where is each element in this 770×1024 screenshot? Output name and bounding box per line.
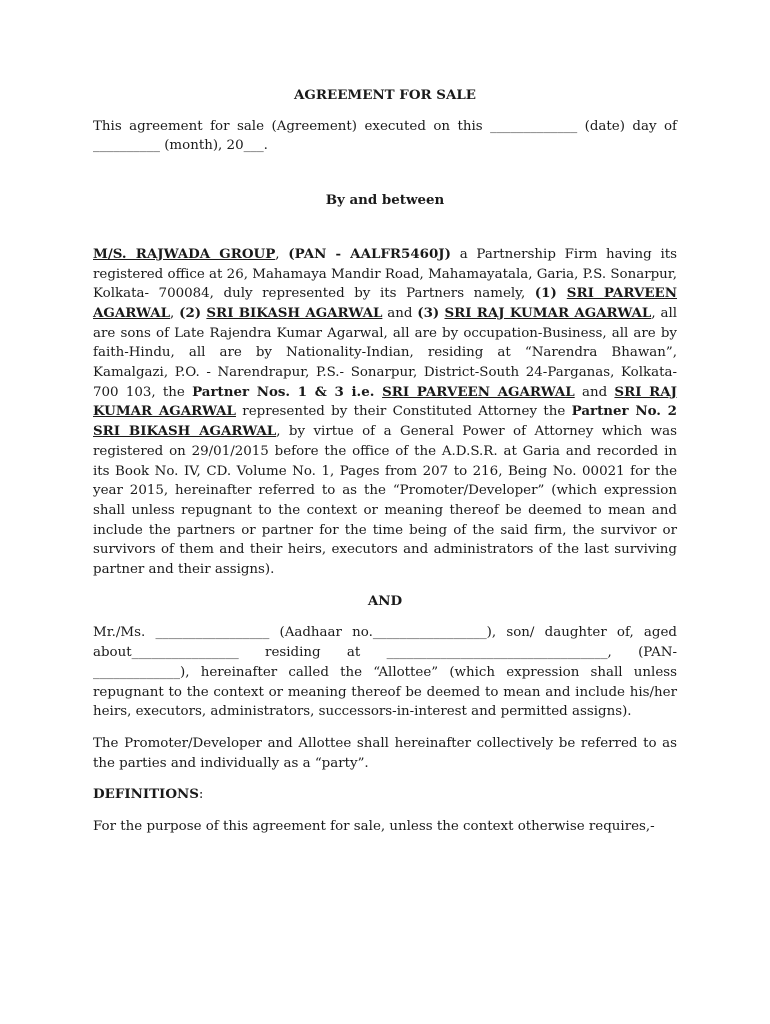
partner-nos-label: Partner Nos. 1 & 3 i.e. bbox=[192, 383, 383, 400]
partner-name: SRI RAJ KUMAR AGARWAL bbox=[444, 304, 652, 321]
text-fragment: a Partnership Firm having its registered office at 26, Mahamaya Mandir Road, Mahamayatala, Garia, P.S. Sonarpur, Kolkata- 700084, duly represented by its Partners namely, bbox=[93, 246, 677, 302]
text-fragment: , all are sons of Late Rajendra Kumar Agarwal, all are by occupation-Business, all are by faith-Hindu, all are by Nationality-Indian, residing at “Narendra Bhawan”, Kamalgazi, P.O. - Narendrapur, P.S.- Sonarpur, District-South 24-Parganas, Kolkata- 700 103, the bbox=[93, 305, 678, 400]
partner-label: (2) bbox=[179, 304, 207, 321]
text-fragment: , bbox=[275, 246, 289, 262]
definitions-label: DEFINITIONS bbox=[93, 786, 199, 803]
partner-label: (3) bbox=[417, 304, 445, 321]
partner-name: SRI PARVEEN AGARWAL bbox=[93, 285, 678, 321]
partner-name: SRI PARVEEN AGARWAL bbox=[382, 383, 575, 400]
partner-name: SRI BIKASH AGARWAL bbox=[206, 304, 383, 321]
and-heading: AND bbox=[367, 592, 403, 609]
partner-name: SRI BIKASH AGARWAL bbox=[93, 423, 277, 440]
text-fragment: and bbox=[382, 305, 418, 321]
document-page bbox=[93, 86, 677, 837]
text-fragment: represented by their Constituted Attorney the bbox=[235, 404, 572, 420]
allottee-paragraph: Mr./Ms. _________________ (Aadhaar no._________________), son/ daughter of, aged about________________ residing at _________________________________, (PAN-_____________), hereinafter called the “Allottee” (which expression shall unless repugnant to the context or meaning thereof be deemed to mean and include his/her heirs, executors, administrators, successors-in-interest and permitted assigns). bbox=[93, 625, 677, 720]
document-title: AGREEMENT FOR SALE bbox=[294, 87, 476, 103]
collective-paragraph: The Promoter/Developer and Allottee shall hereinafter collectively be referred to as the parties and individually as a “party”. bbox=[93, 735, 677, 771]
definitions-heading bbox=[93, 785, 677, 805]
text-fragment: and bbox=[574, 384, 615, 400]
promoter-paragraph bbox=[93, 245, 677, 580]
definitions-colon: : bbox=[198, 787, 204, 803]
partner-label: (1) bbox=[534, 285, 567, 302]
text-fragment: , bbox=[170, 305, 180, 321]
text-fragment: , by virtue of a General Power of Attorney which was registered on 29/01/2015 before the office of the A.D.S.R. at Garia and recorded in its Book No. IV, CD. Volume No. 1, Pages from 207 to 216, Being No. 00021 for the year 2015, hereinafter referred to as the “Promoter/Developer” (which expression shall unless repugnant to the context or meaning thereof be deemed to mean and include the partners or partner for the time being of the said firm, the survivor or survivors of them and their heirs, executors and administrators of the last surviving partner and their assigns). bbox=[93, 424, 677, 578]
intro-paragraph: This agreement for sale (Agreement) executed on this _____________ (date) day of __________ (month), 20___. bbox=[93, 118, 677, 154]
firm-name: M/S. RAJWADA GROUP bbox=[93, 245, 276, 262]
definitions-paragraph: For the purpose of this agreement for sale, unless the context otherwise requires,- bbox=[93, 819, 655, 835]
firm-pan: (PAN - AALFR5460J) bbox=[288, 245, 451, 262]
by-and-between-heading: By and between bbox=[325, 192, 445, 209]
partner-name: SRI RAJ KUMAR AGARWAL bbox=[93, 383, 678, 420]
partner-no-label: Partner No. 2 bbox=[571, 403, 677, 420]
